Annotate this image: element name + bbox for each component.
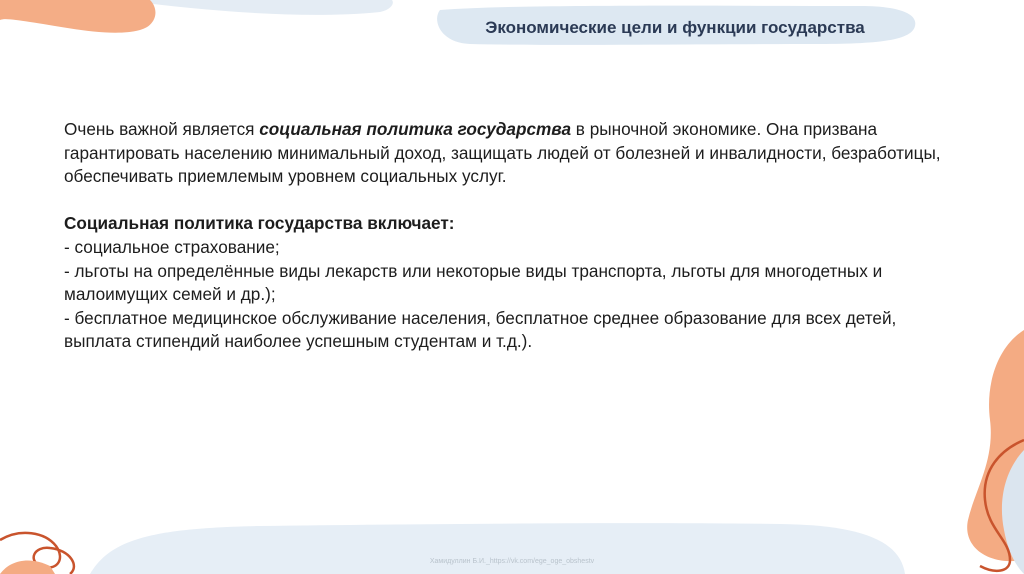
list-item: - бесплатное медицинское обслуживание населения, бесплатное среднее образование для всех детей, выплата стипендий наиболее успешным студентам и т.д.).: [64, 307, 897, 352]
title-banner: [430, 8, 920, 48]
slide-body: [64, 118, 964, 354]
footer-credit: Хамидуллин Б.И._https://vk.com/ege_oge_obshestv: [429, 558, 595, 565]
list-item: - социальное страхование;: [64, 236, 280, 257]
list-item: - льготы на определённые виды лекарств или некоторые виды транспорта, льготы для многодетных и малоимущих семей и др.);: [64, 260, 883, 305]
bottom-blue-band: [90, 523, 905, 574]
intro-text-end: в рыночной экономике. Она призвана гарантировать населению минимальный доход, защищать людей от болезней и инвалидности, безработицы, обеспечивать приемлемым уровнем социальных услуг.: [64, 119, 941, 187]
intro-text-start: Очень важной является: [64, 119, 260, 139]
intro-emphasis: социальная политика государства: [259, 119, 572, 139]
slide-title: Экономические цели и функции государства: [485, 18, 865, 37]
intro-paragraph: [64, 118, 964, 189]
list-heading: Социальная политика государства включает:: [64, 213, 455, 234]
paragraph-gap: [64, 189, 964, 213]
top-left-blue-blob: [120, 0, 393, 15]
top-left-orange-blob: [0, 0, 155, 33]
